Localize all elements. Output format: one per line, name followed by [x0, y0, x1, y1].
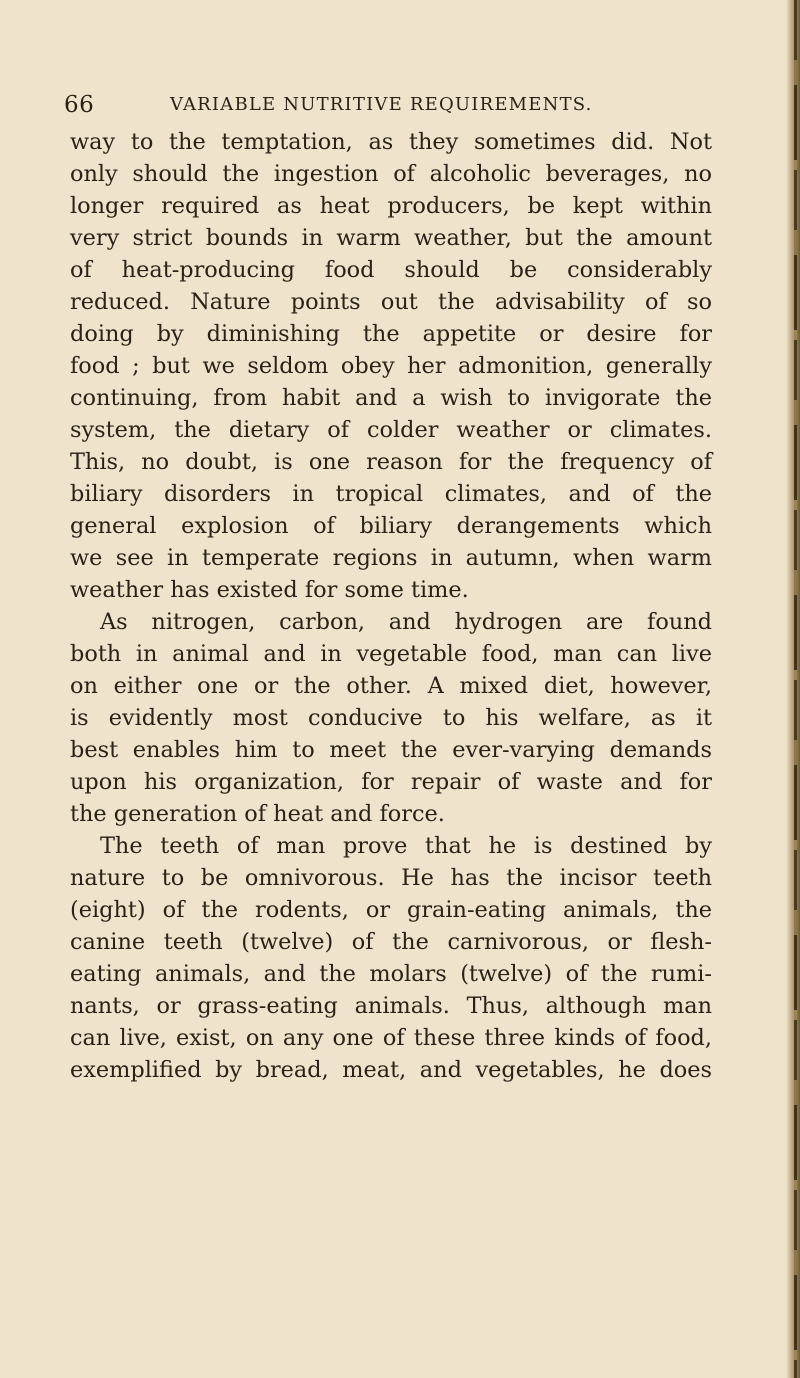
page-edge-binding [794, 0, 797, 1378]
text-line: is evidently most conducive to his welfare, as it [70, 705, 712, 731]
text-line: of heat-producing food should be considerably [70, 257, 712, 283]
text-line: on either one or the other. A mixed diet, however, [70, 673, 712, 699]
text-line: can live, exist, on any one of these three kinds of food, [70, 1025, 712, 1051]
text-line: reduced. Nature points out the advisability of so [70, 289, 712, 315]
text-line: doing by diminishing the appetite or desire for [70, 321, 712, 347]
text-line: we see in temperate regions in autumn, when warm [70, 545, 712, 571]
text-line: only should the ingestion of alcoholic beverages, no [70, 161, 712, 187]
text-line: nants, or grass-eating animals. Thus, although man [70, 993, 712, 1019]
text-line: nature to be omnivorous. He has the incisor teeth [70, 865, 712, 891]
text-line: best enables him to meet the ever-varying demands [70, 737, 712, 763]
text-line: general explosion of biliary derangements which [70, 513, 712, 539]
text-line: canine teeth (twelve) of the carnivorous, or flesh- [70, 929, 712, 955]
text-line: very strict bounds in warm weather, but the amount [70, 225, 712, 251]
body-text [70, 126, 712, 1086]
text-line: weather has existed for some time. [70, 577, 469, 603]
page-number: 66 [64, 92, 95, 118]
text-line: (eight) of the rodents, or grain-eating animals, the [70, 897, 712, 923]
text-line: biliary disorders in tropical climates, and of the [70, 481, 712, 507]
page-edge-shadow [786, 0, 800, 1378]
text-line: This, no doubt, is one reason for the frequency of [70, 449, 712, 475]
text-line: As nitrogen, carbon, and hydrogen are found [100, 609, 712, 635]
text-line: exemplified by bread, meat, and vegetables, he does [70, 1057, 712, 1083]
text-line: both in animal and in vegetable food, man can live [70, 641, 712, 667]
text-line: continuing, from habit and a wish to invigorate the [70, 385, 712, 411]
text-line: The teeth of man prove that he is destined by [100, 833, 712, 859]
text-line: longer required as heat producers, be kept within [70, 193, 712, 219]
text-line: way to the temptation, as they sometimes did. Not [70, 129, 712, 155]
text-line: system, the dietary of colder weather or climates. [70, 417, 712, 443]
page-header [64, 92, 714, 122]
text-line: food ; but we seldom obey her admonition, generally [70, 353, 712, 379]
running-head: VARIABLE NUTRITIVE REQUIREMENTS. [170, 94, 593, 115]
text-line: upon his organization, for repair of waste and for [70, 769, 712, 795]
text-line: the generation of heat and force. [70, 801, 445, 827]
text-line: eating animals, and the molars (twelve) of the rumi- [70, 961, 712, 987]
